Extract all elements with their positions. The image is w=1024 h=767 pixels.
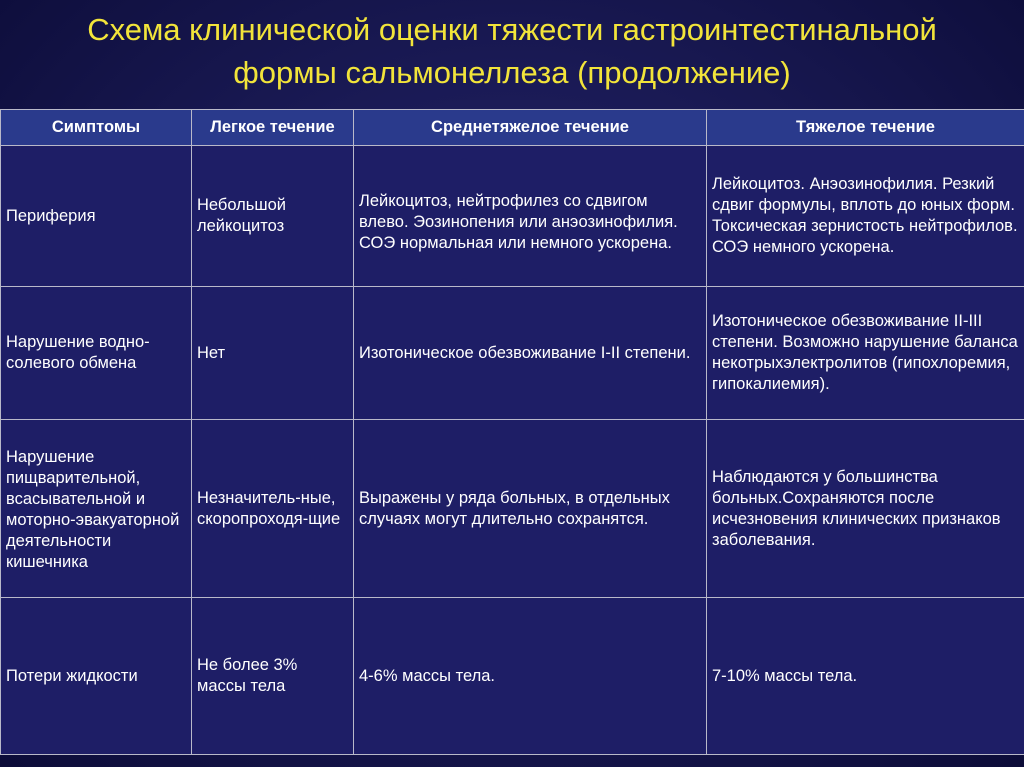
cell-symptom: Потери жидкости bbox=[1, 598, 192, 755]
table-row bbox=[1, 598, 1024, 755]
cell-severe: Изотоническое обезвоживание II-III степени. Возможно нарушение баланса некотрыхэлектролитов (гипохлоремия, гипокалиемия). bbox=[707, 287, 1024, 420]
slide-title-line-2: формы сальмонеллеза (продолжение) bbox=[233, 55, 791, 90]
slide-title bbox=[0, 8, 1024, 94]
header-moderate: Среднетяжелое течение bbox=[354, 110, 707, 146]
table-row bbox=[1, 420, 1024, 598]
cell-symptom: Нарушение водно-солевого обмена bbox=[1, 287, 192, 420]
cell-severe: Лейкоцитоз. Анэозинофилия. Резкий сдвиг формулы, вплоть до юных форм. Токсическая зернистость нейтрофилов. СОЭ немного ускорена. bbox=[707, 146, 1024, 287]
cell-symptom: Нарушение пищварительной, всасывательной и моторно-эвакуаторной деятельности кишечника bbox=[1, 420, 192, 598]
header-symptoms: Симптомы bbox=[1, 110, 192, 146]
table-header-row bbox=[1, 110, 1024, 146]
cell-moderate: Выражены у ряда больных, в отдельных случаях могут длительно сохранятся. bbox=[354, 420, 707, 598]
cell-severe: 7-10% массы тела. bbox=[707, 598, 1024, 755]
cell-severe: Наблюдаются у большинства больных.Сохраняются после исчезновения клинических признаков заболевания. bbox=[707, 420, 1024, 598]
cell-mild: Незначитель-ные, скоропроходя-щие bbox=[192, 420, 354, 598]
cell-symptom: Периферия bbox=[1, 146, 192, 287]
table-row bbox=[1, 287, 1024, 420]
cell-mild: Нет bbox=[192, 287, 354, 420]
slide-title-line-1: Схема клинической оценки тяжести гастроинтестинальной bbox=[87, 12, 937, 47]
cell-mild: Небольшой лейкоцитоз bbox=[192, 146, 354, 287]
cell-moderate: 4-6% массы тела. bbox=[354, 598, 707, 755]
cell-mild: Не более 3% массы тела bbox=[192, 598, 354, 755]
cell-moderate: Лейкоцитоз, нейтрофилез со сдвигом влево. Эозинопения или анэозинофилия. СОЭ нормальная или немного ускорена. bbox=[354, 146, 707, 287]
header-severe: Тяжелое течение bbox=[707, 110, 1024, 146]
table-row bbox=[1, 146, 1024, 287]
header-mild: Легкое течение bbox=[192, 110, 354, 146]
cell-moderate: Изотоническое обезвоживание I-II степени. bbox=[354, 287, 707, 420]
severity-table bbox=[0, 109, 1024, 755]
